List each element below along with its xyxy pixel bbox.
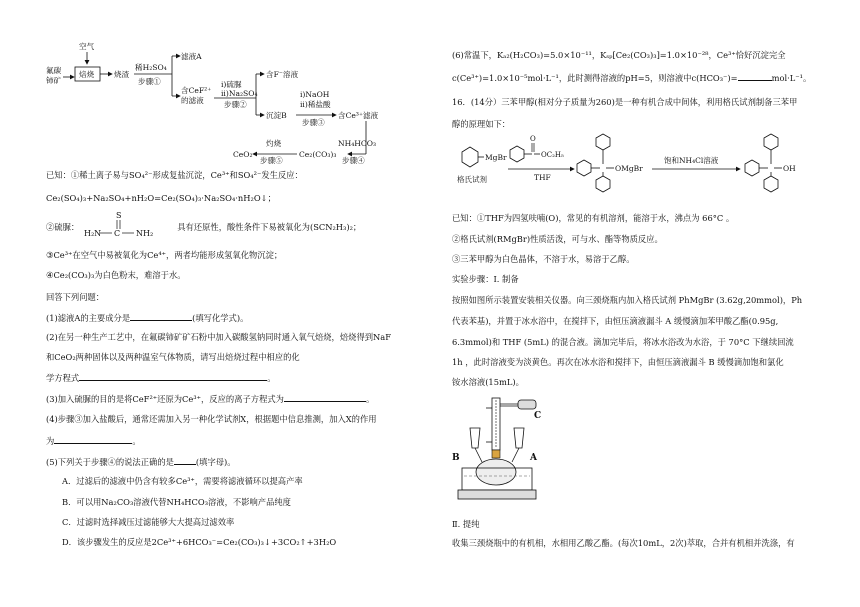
benzene-ring-ester	[510, 146, 524, 162]
flow-f-solution: 含F⁻溶液	[266, 70, 299, 79]
answer-intro: 回答下列问题：	[46, 292, 105, 302]
thiourea-right: NH₂	[136, 229, 154, 238]
scheme-oh: OH	[783, 164, 796, 173]
question-2-line2: 和CeO₂两种固体以及两种温室气体物质，请写出焙烧过程中相应的化	[46, 352, 300, 362]
grignard-reaction-scheme	[452, 132, 830, 196]
flow-reagent-3a: i)NaOH	[300, 90, 330, 99]
benzene-ring-5	[764, 134, 778, 150]
purification-line1: 收集三颈烧瓶中的有机相，水相用乙酸乙酯。(每次10mL，2次)萃取，合并有机相并洗涤，有	[452, 538, 795, 548]
process-flow-diagram	[46, 40, 426, 165]
known-1: 已知：①稀土离子易与SO₄²⁻形成复盐沉淀，Ce³⁺和SO₄²⁻发生反应：	[46, 170, 303, 180]
flow-step1: 步骤①	[138, 77, 161, 86]
q16-known-2: ②格氏试剂(RMgBr)性质活泼，可与水、酯等物质反应。	[452, 234, 663, 244]
benzene-ring-1	[462, 147, 478, 167]
procedure-line5: 铵水溶液(15mL)。	[452, 377, 524, 387]
procedure-line3: 6.3mmol)和 THF (5mL) 的混合液。滴加完毕后，将冰水浴改为水浴，于 70°C 下继续回流	[452, 337, 794, 347]
known-4: ④Ce₂(CO₃)₃为白色粉末，难溶于水。	[46, 270, 186, 280]
apparatus-diagram	[452, 392, 562, 502]
question-2-end: 。	[267, 373, 276, 383]
flow-nh4hco3: NH₄HCO₃	[338, 139, 377, 148]
option-a: A．过滤后的滤液中仍含有较多Ce³⁺，需要将滤液循环以提高产率	[62, 476, 303, 486]
question-4-end: 。	[132, 436, 141, 446]
question-2-line3-text: 学方程式	[46, 373, 80, 383]
q16-line2: 醇的原理如下：	[452, 119, 511, 129]
scheme-ester-o: O	[530, 135, 536, 143]
procedure-line4: 1h ，此时溶液变为淡黄色。再次在冰水浴和搅拌下，由恒压滴液漏斗 B 缓慢滴加饱和氯化	[452, 357, 784, 367]
steps-title: 实验步骤：Ⅰ. 制备	[452, 274, 519, 284]
benzene-ring-7	[764, 176, 778, 192]
scheme-ombr: OMgBr	[615, 164, 643, 173]
benzene-ring-2	[596, 134, 610, 150]
flow-roasted: 烧渣	[114, 70, 130, 79]
answer-blank-2[interactable]	[79, 372, 267, 381]
question-2-line1: (2)在另一种生产工艺中，在氟碳铈矿矿石粉中加入碳酸氢钠同时通入氧气焙烧，焙烧得到NaF	[46, 332, 392, 342]
flow-roast: 焙烧	[79, 70, 95, 79]
flow-step4: 步骤④	[342, 156, 365, 165]
drying-tube	[518, 400, 536, 409]
question-3-text: (3)加入硫脲的目的是将CeF²⁺还原为Ce³⁺，反应的离子方程式为	[46, 394, 284, 404]
procedure-line2: 代表苯基)，并置于冰水浴中，在搅拌下，由恒压滴液漏斗 A 缓慢滴加苯甲酸乙酯(0.95g,	[452, 316, 779, 326]
scheme-nh4cl: 饱和NH₄Cl溶液	[664, 156, 719, 165]
flow-ore-line1: 氟碳	[46, 66, 62, 75]
question-1	[46, 312, 248, 324]
flow-step3: 步骤③	[302, 118, 325, 127]
flow-precip-b: 沉淀B	[266, 111, 287, 120]
scheme-grignard-label: 格氏试剂	[457, 175, 487, 184]
dropping-funnel-a	[514, 428, 524, 448]
dropping-funnel-b	[470, 428, 480, 448]
apparatus-label-c: C	[534, 411, 542, 421]
thiourea-c: C	[114, 229, 121, 238]
question-4-line1: (4)步骤③加入盐酸后，通常还需加入另一种化学试剂X，根据题中信息推测，加入X的作用	[46, 414, 377, 424]
three-neck-flask	[476, 459, 516, 485]
flow-reagent-2a: i)硫脲	[221, 80, 242, 89]
q16-known-3: ③三苯甲醇为白色晶体，不溶于水，易溶于乙醇。	[452, 254, 635, 264]
benzene-ring-3	[577, 160, 591, 176]
flow-step5: 步骤⑤	[260, 156, 283, 165]
stirrer-base	[458, 490, 536, 499]
question-5-text: (5)下列关于步骤④的说法正确的是	[46, 457, 174, 467]
answer-blank-6[interactable]	[738, 72, 772, 81]
known-2-suffix: 具有还原性，酸性条件下易被氧化为(SCN₂H₃)₂；	[177, 222, 362, 232]
question-5	[46, 456, 236, 468]
procedure-line1: 按照如图所示装置安装相关仪器。向三颈烧瓶内加入格氏试剂 PhMgBr (3.62g,20mmol)，Ph	[452, 295, 803, 305]
answer-blank-5[interactable]	[174, 456, 196, 465]
flow-reagent-2b: ii)Na₂SO₄	[221, 89, 258, 98]
scheme-mgbr: MgBr	[485, 153, 507, 162]
flow-acid: 稀H₂SO₄	[135, 63, 167, 72]
option-d: D．该步骤发生的反应是2Ce³⁺+6HCO₃⁻=Ce₂(CO₃)₃↓+3CO₂↑+3H₂O	[62, 537, 337, 547]
benzene-ring-6	[745, 160, 759, 176]
answer-blank-3[interactable]	[284, 393, 366, 402]
q16-known-1: 已知：①THF为四氢呋喃(O)，常见的有机溶剂，能溶于水，沸点为 66°C 。	[452, 213, 735, 223]
question-6-line2	[452, 72, 811, 84]
known-3: ③Ce³⁺在空气中易被氧化为Ce⁴⁺，两者均能形成氢氧化物沉淀；	[46, 250, 283, 260]
option-c: C．过滤时选择减压过滤能够大大提高过滤效率	[62, 517, 235, 527]
part-2-title: Ⅱ. 提纯	[452, 519, 480, 529]
question-5-end: (填字母)。	[195, 457, 236, 467]
apparatus-label-a: A	[530, 453, 537, 463]
benzene-ring-4	[596, 176, 610, 192]
thiourea-left: H₂N	[84, 229, 102, 238]
flow-reagent-3b: ii)稀盐酸	[300, 100, 331, 109]
question-2-line3	[46, 372, 276, 384]
flow-ce3-filtrate: 含Ce³⁺滤液	[338, 111, 379, 120]
flow-ceo2: CeO₂	[233, 150, 253, 159]
question-6-unit: mol·L⁻¹。	[771, 73, 812, 83]
question-6-line1: (6)常温下，Kₐ₂(H₂CO₃)=5.0×10⁻¹¹，Kₛₚ[Ce₂(CO₃)₃]=1.0×10⁻²⁸，Ce³⁺恰好沉淀完全	[452, 50, 786, 60]
scheme-ester-tail: OC₂H₅	[541, 151, 564, 159]
flow-ore-line2: 铈矿	[46, 76, 62, 85]
question-3-end: 。	[365, 394, 375, 404]
q16-line1: 16．(14分）三苯甲醇(相对分子质量为260)是一种有机合成中间体，利用格氏试剂制备三苯甲	[452, 97, 798, 107]
known-2-prefix: ②硫脲：	[46, 222, 80, 232]
answer-blank-4[interactable]	[54, 435, 132, 444]
question-6-line2-text: c(Ce³⁺)=1.0×10⁻⁵mol·L⁻¹，此时测得溶液的pH=5，则溶液中c(HCO₃⁻)=	[452, 73, 738, 83]
flow-ce2co3: Ce₂(CO₃)₃	[299, 150, 337, 159]
apparatus-label-b: B	[452, 453, 460, 463]
question-1-tail: (填写化学式)。	[192, 313, 249, 323]
flow-ce-filtrate-1: 含CeF²⁺	[181, 86, 212, 95]
question-4-line2-text: 为	[46, 436, 55, 446]
question-3	[46, 393, 374, 405]
flow-calcine: 灼烧	[266, 139, 282, 148]
scheme-thf: THF	[534, 173, 551, 182]
known-1-equation: Ce₂(SO₄)₃+Na₂SO₄+nH₂O=Ce₂(SO₄)₃·Na₂SO₄·nH₂O↓；	[46, 193, 276, 203]
flow-step2: 步骤②	[224, 100, 247, 109]
question-4-line2	[46, 435, 141, 447]
question-1-text: (1)滤液A的主要成分是	[46, 313, 131, 323]
answer-blank-1[interactable]	[130, 312, 192, 321]
thiourea-structure	[84, 209, 184, 243]
option-b: B．可以用Na₂CO₃溶液代替NH₄HCO₃溶液，不影响产品纯度	[62, 497, 291, 507]
flow-ce-filtrate-2: 的滤液	[181, 96, 204, 105]
flow-filtrate-a: 滤液A	[181, 52, 202, 61]
flow-air: 空气	[79, 42, 95, 51]
thiourea-s: S	[116, 211, 122, 220]
